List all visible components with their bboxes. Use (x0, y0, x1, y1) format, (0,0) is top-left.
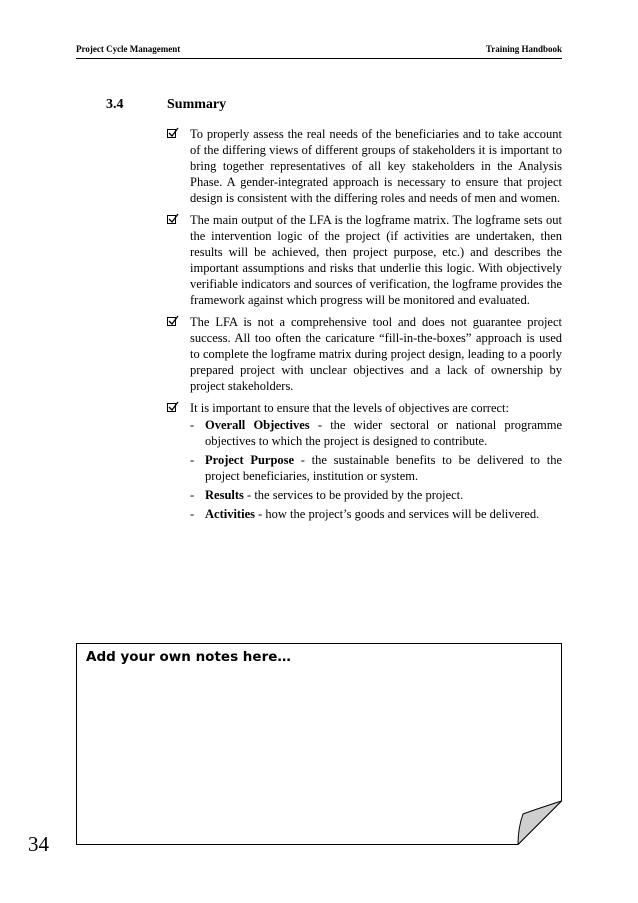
notes-title: Add your own notes here… (86, 649, 291, 665)
checked-box-icon (167, 403, 176, 412)
checked-box-icon (167, 215, 176, 224)
header-divider (76, 58, 562, 59)
objective-description: - the services to be provided by the project. (243, 488, 464, 502)
bullet-text: To properly assess the real needs of the beneficiaries and to take account of the differing views of different groups of stakeholders it is important to bring together representatives of all key stakeholders in the Analysis Phase. A gender-integrated approach is necessary to ensure that project design is consistent with the differing roles and needs of men and women. (190, 127, 562, 205)
checked-box-icon (167, 317, 176, 326)
section-title: Summary (167, 97, 227, 112)
dash-marker: - (190, 453, 195, 467)
objective-term: Overall Objectives (205, 418, 310, 432)
notes-frame (76, 643, 562, 845)
objective-item (190, 487, 562, 503)
objective-term: Results (205, 488, 244, 502)
summary-bullet (167, 212, 562, 308)
bullet-text: It is important to ensure that the levels of objectives are correct: (190, 401, 509, 415)
checked-box-icon (167, 129, 176, 138)
objective-item (190, 417, 562, 449)
dash-marker: - (190, 488, 195, 502)
summary-bullet-list (167, 126, 562, 528)
bullet-text: The main output of the LFA is the logframe matrix. The logframe sets out the intervention logic of the project (if activities are undertaken, then results will be achieved, then project purpose, etc.) and describes the important assumptions and risks that underlie this logic. With objectively verifiable indicators and sources of verification, the logframe provides the framework against which progress will be monitored and evaluated. (190, 213, 562, 307)
objective-item (190, 506, 562, 522)
summary-bullet (167, 400, 562, 522)
bullet-text: The LFA is not a comprehensive tool and does not guarantee project success. All too often the caricature “fill-in-the-boxes” approach is used to complete the logframe matrix during project design, leading to a poorly prepared project with unclear objectives and a lack of ownership by project stakeholders. (190, 315, 562, 393)
notes-box (76, 643, 562, 845)
summary-bullet (167, 126, 562, 206)
objective-description: - how the project’s goods and services will be delivered. (254, 507, 540, 521)
objectives-list (190, 417, 562, 522)
summary-bullet (167, 314, 562, 394)
objective-description: - the sustainable benefits to be delivered to the project beneficiaries, institution or system. (205, 453, 562, 483)
objective-item (190, 452, 562, 484)
dash-marker: - (190, 507, 195, 521)
objective-term: Project Purpose (205, 453, 295, 467)
page-number: 34 (28, 832, 49, 856)
dash-marker: - (190, 418, 195, 432)
section-number: 3.4 (106, 97, 124, 112)
header-right-title: Training Handbook (485, 44, 562, 54)
objective-term: Activities (205, 507, 255, 521)
header-left-title: Project Cycle Management (76, 44, 181, 54)
running-header (76, 44, 562, 58)
objective-description: - the wider sectoral or national programme objectives to which the project is designed to contribute. (205, 418, 563, 448)
